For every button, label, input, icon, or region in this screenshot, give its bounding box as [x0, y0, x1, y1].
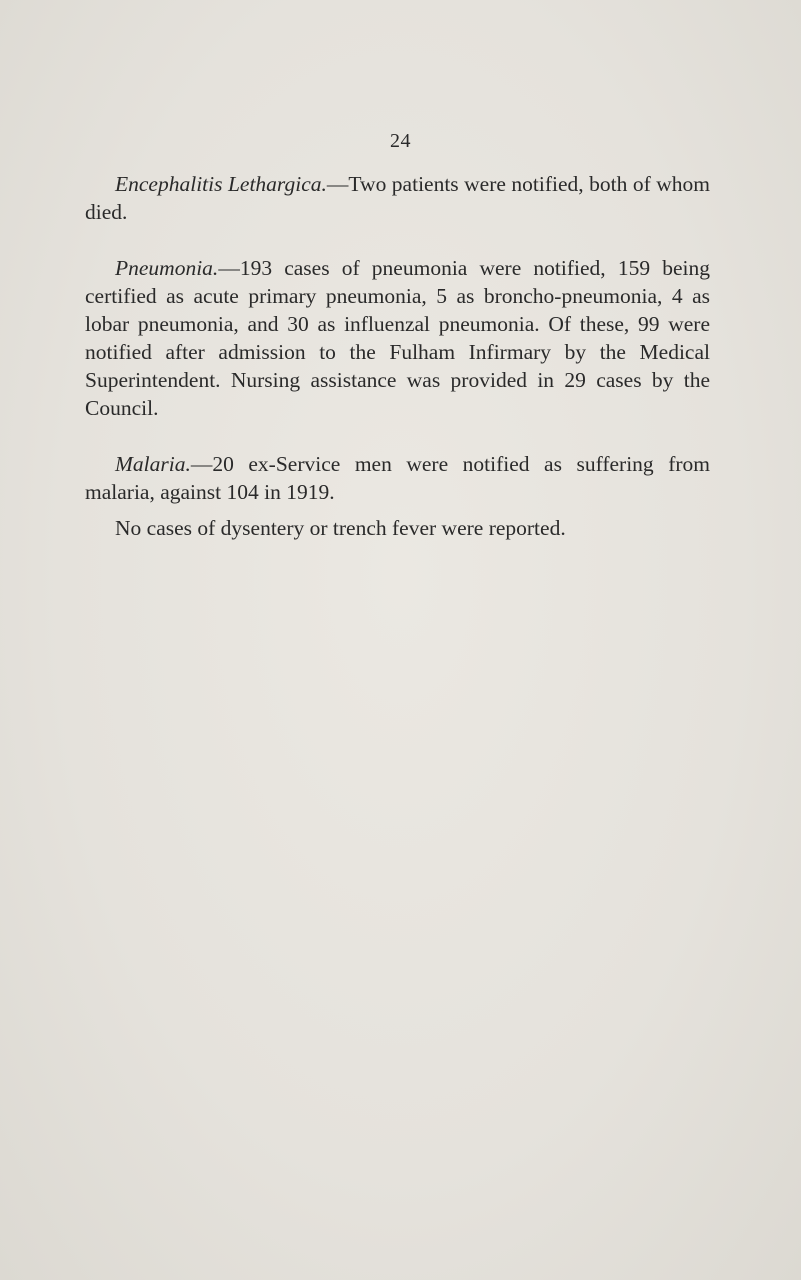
- paragraph-pneumonia: [85, 254, 710, 422]
- paragraph-text: No cases of dysentery or trench fever were reported.: [115, 516, 566, 540]
- paragraph-encephalitis-lethargica: [85, 170, 710, 226]
- paragraph-text: —193 cases of pneumonia were notified, 159 being certified as acute primary pneumonia, 5 as broncho-pneumonia, 4 as lobar pneumonia, and 30 as influenzal pneumonia. Of these, 99 were notified after admission to the Fulham Infirmary by the Medical Superintendent. Nursing assistance was provided in 29 cases by the Council.: [85, 256, 710, 420]
- paragraph-text: —20 ex-Service men were notified as suffering from malaria, against 104 in 1919.: [85, 452, 710, 504]
- paragraph-malaria: [85, 450, 710, 506]
- paragraph-heading: Malaria.: [115, 452, 191, 476]
- paragraph-dysentery: [85, 514, 710, 542]
- page-body: [85, 170, 710, 542]
- page-number: 24: [390, 130, 411, 152]
- paragraph-heading: Pneumonia.: [115, 256, 219, 280]
- paragraph-heading: Encephalitis Lethargica.: [115, 172, 327, 196]
- paragraph-text: —Two patients were notified, both of whom died.: [85, 172, 710, 224]
